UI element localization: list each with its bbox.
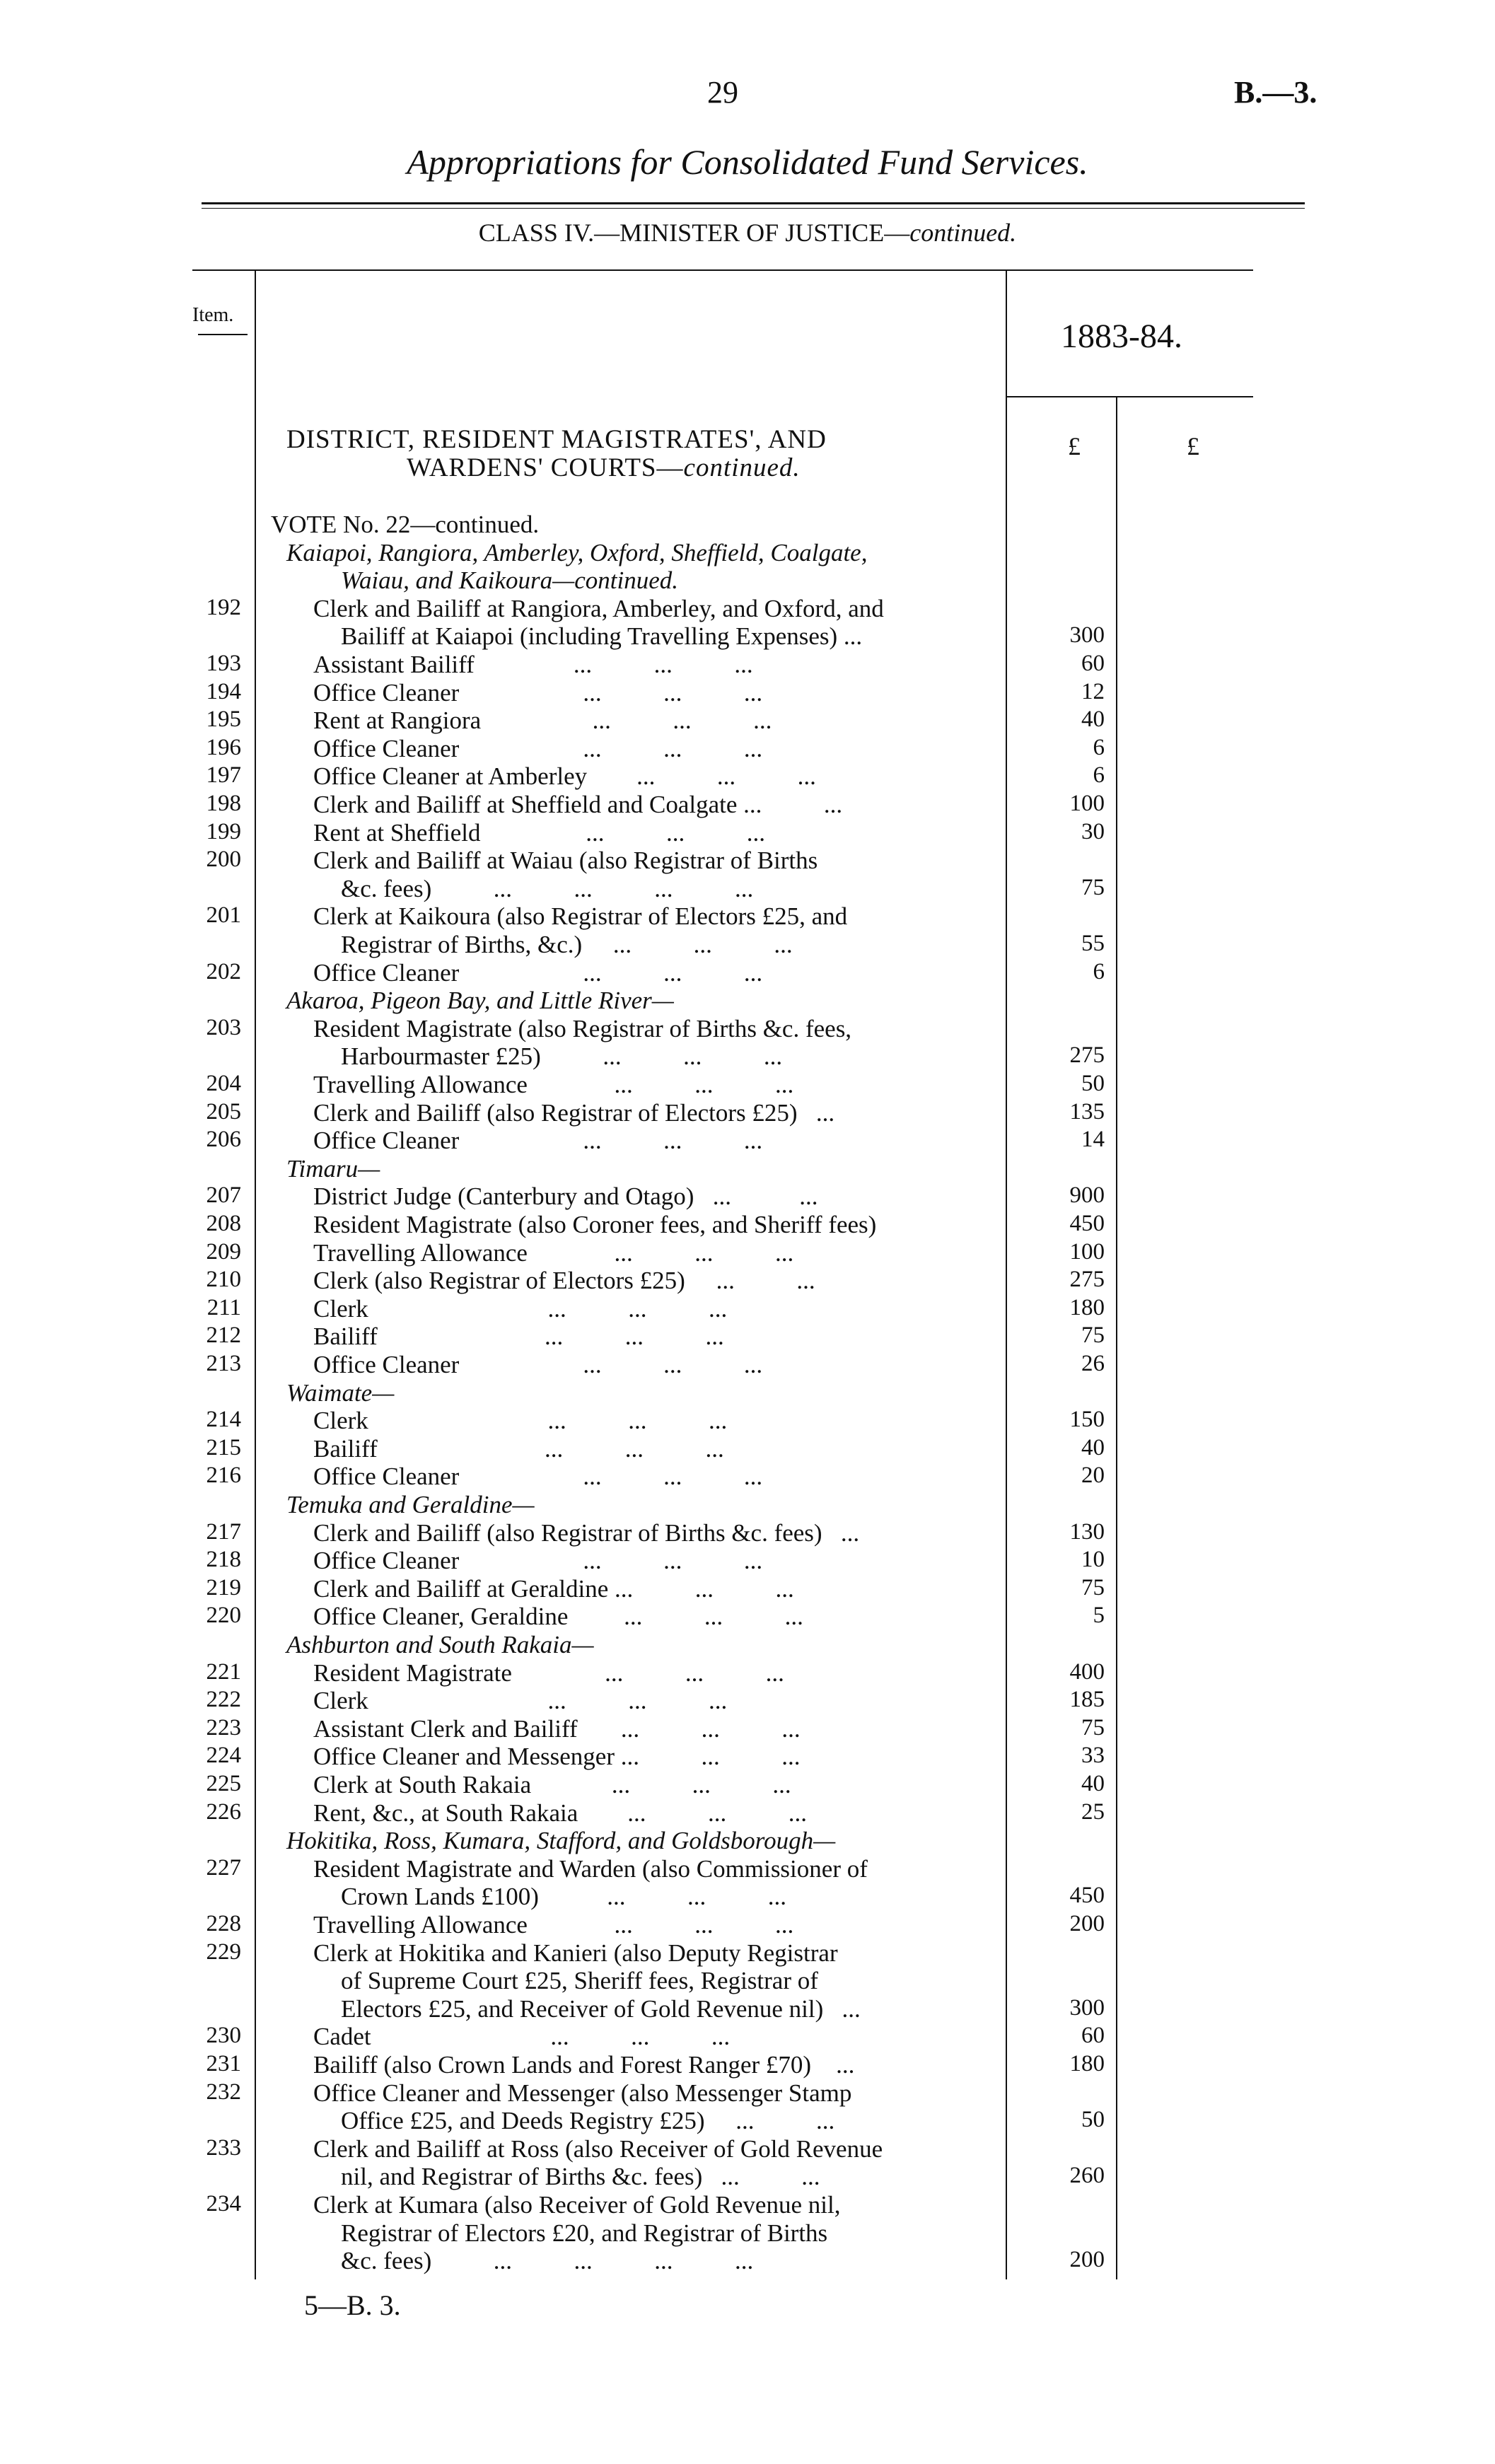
item-description: Cadet ... ... ... xyxy=(313,2023,731,2051)
item-row-continuation xyxy=(0,1995,1495,2023)
item-amount: 275 xyxy=(1069,1042,1105,1069)
item-row-204 xyxy=(0,1071,1495,1099)
item-row-195 xyxy=(0,707,1495,735)
item-amount: 26 xyxy=(1081,1351,1105,1376)
item-description: Clerk at Kumara (also Receiver of Gold Revenue nil, xyxy=(313,2191,841,2219)
item-number: 212 xyxy=(206,1323,241,1349)
item-amount: 60 xyxy=(1081,2023,1105,2049)
item-row-212 xyxy=(0,1323,1495,1351)
item-row-continuation xyxy=(0,622,1495,651)
item-amount: 6 xyxy=(1093,762,1105,789)
district-group-heading xyxy=(0,539,1495,567)
item-description: Resident Magistrate ... ... ... xyxy=(313,1658,784,1687)
item-description: Office Cleaner and Messenger ... ... ... xyxy=(313,1743,801,1771)
item-row-197 xyxy=(0,762,1495,791)
item-row-226 xyxy=(0,1799,1495,1827)
item-description: Clerk at South Rakaia ... ... ... xyxy=(313,1771,791,1798)
item-row-228 xyxy=(0,1911,1495,1939)
item-number: 195 xyxy=(206,707,241,733)
item-row-216 xyxy=(0,1463,1495,1491)
item-amount: 135 xyxy=(1069,1098,1105,1125)
item-amount: 40 xyxy=(1081,1434,1105,1460)
item-description: District Judge (Canterbury and Otago) ... ... xyxy=(313,1182,818,1211)
item-description: Office £25, and Deeds Registry £25) ... ... xyxy=(341,2107,835,2135)
district-group-heading xyxy=(0,1827,1495,1855)
item-row-196 xyxy=(0,735,1495,763)
section-title-line1: DISTRICT, RESIDENT MAGISTRATES', AND xyxy=(286,425,827,454)
item-description: Office Cleaner ... ... ... xyxy=(313,1127,763,1155)
item-description: Rent, &c., at South Rakaia ... ... ... xyxy=(313,1798,807,1827)
item-number: 204 xyxy=(206,1071,241,1096)
item-row-213 xyxy=(0,1351,1495,1379)
item-description: &c. fees) ... ... ... ... xyxy=(341,874,754,902)
page-number: 29 xyxy=(707,75,738,110)
item-description: Kaiapoi, Rangiora, Amberley, Oxford, Sheffield, Coalgate, xyxy=(286,538,868,566)
item-description: Electors £25, and Receiver of Gold Revenue nil) ... xyxy=(341,1994,861,2023)
section-title-continued: continued. xyxy=(683,453,801,482)
item-number: 211 xyxy=(206,1294,241,1320)
item-row-continuation xyxy=(0,1967,1495,1995)
item-description: Clerk and Bailiff at Geraldine ... ... ... xyxy=(313,1574,794,1603)
item-row-233 xyxy=(0,2135,1495,2163)
item-description: Resident Magistrate (also Registrar of Births &c. fees, xyxy=(313,1014,852,1042)
item-row-193 xyxy=(0,651,1495,679)
item-description: Bailiff ... ... ... xyxy=(313,1323,724,1351)
item-description: Office Cleaner ... ... ... xyxy=(313,678,763,707)
item-number: 205 xyxy=(206,1098,241,1125)
item-number: 202 xyxy=(206,958,241,984)
item-row-218 xyxy=(0,1547,1495,1575)
item-row-225 xyxy=(0,1771,1495,1799)
item-row-230 xyxy=(0,2023,1495,2051)
item-description: Office Cleaner ... ... ... xyxy=(313,1547,763,1575)
title-rule-thick xyxy=(202,202,1305,204)
year-column-header: 1883-84. xyxy=(1061,318,1182,355)
item-number: 201 xyxy=(206,902,241,929)
item-amount: 200 xyxy=(1069,2247,1105,2273)
item-description: Waiau, and Kaikoura—continued. xyxy=(341,566,679,595)
item-description: Akaroa, Pigeon Bay, and Little River— xyxy=(286,987,674,1015)
item-number: 193 xyxy=(206,651,241,676)
item-column-header: Item. xyxy=(192,304,234,326)
item-description: Registrar of Births, &c.) ... ... ... xyxy=(341,931,793,958)
item-amount: 14 xyxy=(1081,1127,1105,1153)
item-description: Clerk (also Registrar of Electors £25) ... ... xyxy=(313,1267,815,1295)
item-amount: 180 xyxy=(1069,2051,1105,2076)
item-row-202 xyxy=(0,959,1495,987)
item-amount: 30 xyxy=(1081,818,1105,844)
item-row-219 xyxy=(0,1575,1495,1603)
vote-heading xyxy=(0,511,1495,539)
item-row-205 xyxy=(0,1099,1495,1127)
item-description: Bailiff ... ... ... xyxy=(313,1434,724,1463)
item-amount: 33 xyxy=(1081,1743,1105,1769)
item-number: 222 xyxy=(206,1687,241,1713)
item-number: 217 xyxy=(206,1518,241,1545)
item-amount: 100 xyxy=(1069,791,1105,816)
item-number: 219 xyxy=(206,1574,241,1600)
item-number: 209 xyxy=(206,1238,241,1265)
district-group-heading xyxy=(0,1155,1495,1183)
item-amount: 300 xyxy=(1069,622,1105,649)
item-number: 228 xyxy=(206,1911,241,1936)
table-top-rule xyxy=(192,269,1253,271)
item-number: 196 xyxy=(206,734,241,760)
item-amount: 900 xyxy=(1069,1182,1105,1209)
item-number: 232 xyxy=(206,2079,241,2105)
item-row-214 xyxy=(0,1407,1495,1435)
item-row-continuation xyxy=(0,1042,1495,1071)
item-description: Clerk at Hokitika and Kanieri (also Deputy Registrar xyxy=(313,1939,838,1967)
item-number: 192 xyxy=(206,594,241,620)
item-number: 203 xyxy=(206,1014,241,1040)
item-amount: 55 xyxy=(1081,931,1105,956)
item-amount: 450 xyxy=(1069,1883,1105,1909)
item-number: 206 xyxy=(206,1127,241,1153)
item-amount: 275 xyxy=(1069,1267,1105,1293)
item-row-192 xyxy=(0,595,1495,623)
item-description: Bailiff at Kaiapoi (including Travelling Expenses) ... xyxy=(341,622,863,651)
item-amount: 50 xyxy=(1081,2107,1105,2133)
item-description: Harbourmaster £25) ... ... ... xyxy=(341,1042,783,1071)
item-row-199 xyxy=(0,819,1495,847)
item-row-221 xyxy=(0,1659,1495,1687)
item-description: Office Cleaner, Geraldine ... ... ... xyxy=(313,1603,803,1631)
district-group-heading xyxy=(0,566,1495,595)
district-group-heading xyxy=(0,1491,1495,1519)
item-amount: 260 xyxy=(1069,2163,1105,2189)
item-description: Office Cleaner ... ... ... xyxy=(313,1463,763,1491)
item-number: 210 xyxy=(206,1267,241,1293)
item-number: 234 xyxy=(206,2191,241,2216)
item-amount: 185 xyxy=(1069,1687,1105,1713)
item-row-232 xyxy=(0,2079,1495,2108)
item-description: of Supreme Court £25, Sheriff fees, Registrar of xyxy=(341,1967,818,1995)
item-row-223 xyxy=(0,1715,1495,1743)
item-row-227 xyxy=(0,1855,1495,1883)
district-group-heading xyxy=(0,1379,1495,1407)
item-number: 224 xyxy=(206,1743,241,1769)
item-amount: 60 xyxy=(1081,651,1105,676)
item-number: 229 xyxy=(206,1939,241,1965)
item-row-211 xyxy=(0,1295,1495,1323)
item-number: 218 xyxy=(206,1547,241,1573)
item-description: Clerk and Bailiff (also Registrar of Births &c. fees) ... xyxy=(313,1518,860,1547)
item-amount: 5 xyxy=(1093,1603,1105,1629)
item-description: Travelling Allowance ... ... ... xyxy=(313,1911,794,1939)
item-row-continuation xyxy=(0,2163,1495,2191)
item-number: 199 xyxy=(206,818,241,844)
item-header-underline xyxy=(198,334,248,335)
item-description: Rent at Sheffield ... ... ... xyxy=(313,818,766,847)
item-number: 227 xyxy=(206,1854,241,1881)
item-amount: 50 xyxy=(1081,1071,1105,1096)
item-amount: 75 xyxy=(1081,1714,1105,1741)
item-row-continuation xyxy=(0,931,1495,959)
item-row-continuation xyxy=(0,2219,1495,2248)
item-row-continuation xyxy=(0,875,1495,903)
item-number: 213 xyxy=(206,1351,241,1376)
item-number: 221 xyxy=(206,1658,241,1685)
item-row-200 xyxy=(0,847,1495,875)
item-description: Bailiff (also Crown Lands and Forest Ranger £70) ... xyxy=(313,2051,855,2079)
item-amount: 20 xyxy=(1081,1463,1105,1489)
item-row-continuation xyxy=(0,2107,1495,2135)
item-description: Rent at Rangiora ... ... ... xyxy=(313,707,772,735)
item-row-207 xyxy=(0,1182,1495,1211)
item-row-201 xyxy=(0,902,1495,931)
item-description: Clerk and Bailiff at Rangiora, Amberley, and Oxford, and xyxy=(313,594,884,622)
class-heading-continued: continued. xyxy=(909,219,1017,247)
item-row-209 xyxy=(0,1239,1495,1267)
item-amount: 450 xyxy=(1069,1211,1105,1236)
section-title-line2-main: WARDENS' COURTS— xyxy=(407,453,684,482)
item-number: 226 xyxy=(206,1798,241,1825)
item-number: 214 xyxy=(206,1407,241,1433)
item-amount: 300 xyxy=(1069,1994,1105,2021)
item-row-continuation xyxy=(0,1883,1495,1911)
item-amount: 400 xyxy=(1069,1658,1105,1685)
item-description: Registrar of Electors £20, and Registrar of Births xyxy=(341,2219,828,2247)
item-amount: 75 xyxy=(1081,1574,1105,1600)
class-heading-main: CLASS IV.—MINISTER OF JUSTICE— xyxy=(478,219,910,247)
item-row-220 xyxy=(0,1603,1495,1631)
item-number: 225 xyxy=(206,1771,241,1796)
item-amount: 130 xyxy=(1069,1518,1105,1545)
item-number: 215 xyxy=(206,1434,241,1460)
item-number: 200 xyxy=(206,847,241,873)
item-amount: 40 xyxy=(1081,707,1105,733)
item-row-224 xyxy=(0,1743,1495,1771)
item-amount: 25 xyxy=(1081,1798,1105,1825)
title-rule-thin xyxy=(202,208,1305,209)
item-row-206 xyxy=(0,1127,1495,1155)
item-description: Crown Lands £100) ... ... ... xyxy=(341,1883,786,1911)
item-description: Travelling Allowance ... ... ... xyxy=(313,1238,794,1267)
item-number: 231 xyxy=(206,2051,241,2076)
item-row-203 xyxy=(0,1015,1495,1043)
item-row-210 xyxy=(0,1267,1495,1295)
page-title: Appropriations for Consolidated Fund Services. xyxy=(407,142,1088,182)
district-group-heading xyxy=(0,1631,1495,1659)
item-amount: 150 xyxy=(1069,1407,1105,1433)
item-description: Clerk ... ... ... xyxy=(313,1294,728,1323)
item-amount: 10 xyxy=(1081,1547,1105,1573)
item-description: Assistant Clerk and Bailiff ... ... ... xyxy=(313,1714,801,1743)
item-description: Clerk and Bailiff (also Registrar of Electors £25) ... xyxy=(313,1098,835,1127)
section-title-line2 xyxy=(407,453,801,483)
item-description: Office Cleaner ... ... ... xyxy=(313,1351,763,1378)
item-amount: 100 xyxy=(1069,1238,1105,1265)
item-description: Clerk at Kaikoura (also Registrar of Electors £25, and xyxy=(313,902,848,931)
item-row-217 xyxy=(0,1519,1495,1547)
item-number: 208 xyxy=(206,1211,241,1236)
item-number: 233 xyxy=(206,2134,241,2161)
item-row-194 xyxy=(0,679,1495,707)
item-description: Resident Magistrate (also Coroner fees, and Sheriff fees) xyxy=(313,1211,877,1238)
item-row-208 xyxy=(0,1211,1495,1239)
item-row-215 xyxy=(0,1435,1495,1463)
item-number: 220 xyxy=(206,1603,241,1629)
document-reference: B.—3. xyxy=(1234,75,1317,110)
item-amount: 12 xyxy=(1081,678,1105,704)
item-number: 207 xyxy=(206,1182,241,1209)
item-amount: 75 xyxy=(1081,874,1105,900)
item-description: Office Cleaner and Messenger (also Messenger Stamp xyxy=(313,2079,852,2107)
item-description: Office Cleaner at Amberley ... ... ... xyxy=(313,762,816,791)
item-number: 216 xyxy=(206,1463,241,1489)
item-description: Clerk and Bailiff at Sheffield and Coalgate ... ... xyxy=(313,791,843,818)
item-row-198 xyxy=(0,791,1495,819)
item-number: 197 xyxy=(206,762,241,789)
item-number: 223 xyxy=(206,1714,241,1741)
footer-reference: 5—B. 3. xyxy=(304,2289,401,2321)
item-row-222 xyxy=(0,1687,1495,1715)
item-row-231 xyxy=(0,2051,1495,2079)
item-description: VOTE No. 22—continued. xyxy=(271,511,540,538)
item-description: Clerk and Bailiff at Ross (also Receiver of Gold Revenue xyxy=(313,2134,883,2163)
item-number: 198 xyxy=(206,791,241,816)
item-description: Resident Magistrate and Warden (also Commissioner of xyxy=(313,1854,868,1883)
item-amount: 6 xyxy=(1093,958,1105,984)
pound-sign-column-1: £ xyxy=(1068,432,1081,460)
district-group-heading xyxy=(0,987,1495,1015)
item-row-229 xyxy=(0,1939,1495,1968)
item-description: Assistant Bailiff ... ... ... xyxy=(313,651,753,678)
item-description: Clerk ... ... ... xyxy=(313,1687,728,1715)
item-description: &c. fees) ... ... ... ... xyxy=(341,2247,754,2275)
item-description: Timaru— xyxy=(286,1154,380,1182)
item-amount: 180 xyxy=(1069,1294,1105,1320)
class-heading xyxy=(0,218,1495,248)
item-description: Waimate— xyxy=(286,1378,395,1407)
item-description: nil, and Registrar of Births &c. fees) ... ... xyxy=(341,2163,820,2191)
item-description: Hokitika, Ross, Kumara, Stafford, and Goldsborough— xyxy=(286,1827,836,1855)
item-amount: 40 xyxy=(1081,1771,1105,1796)
item-description: Travelling Allowance ... ... ... xyxy=(313,1071,794,1098)
item-amount: 6 xyxy=(1093,734,1105,760)
pound-sign-column-2: £ xyxy=(1187,432,1199,460)
item-description: Clerk ... ... ... xyxy=(313,1407,728,1435)
item-row-234 xyxy=(0,2191,1495,2219)
item-description: Office Cleaner ... ... ... xyxy=(313,734,763,762)
year-header-rule xyxy=(1006,396,1253,397)
item-number: 194 xyxy=(206,678,241,704)
item-description: Clerk and Bailiff at Waiau (also Registrar of Births xyxy=(313,847,818,875)
item-number: 230 xyxy=(206,2023,241,2049)
item-description: Temuka and Geraldine— xyxy=(286,1491,535,1518)
item-row-continuation xyxy=(0,2247,1495,2275)
item-description: Office Cleaner ... ... ... xyxy=(313,958,763,987)
item-amount: 75 xyxy=(1081,1323,1105,1349)
item-amount: 200 xyxy=(1069,1911,1105,1936)
item-description: Ashburton and South Rakaia— xyxy=(286,1631,594,1658)
